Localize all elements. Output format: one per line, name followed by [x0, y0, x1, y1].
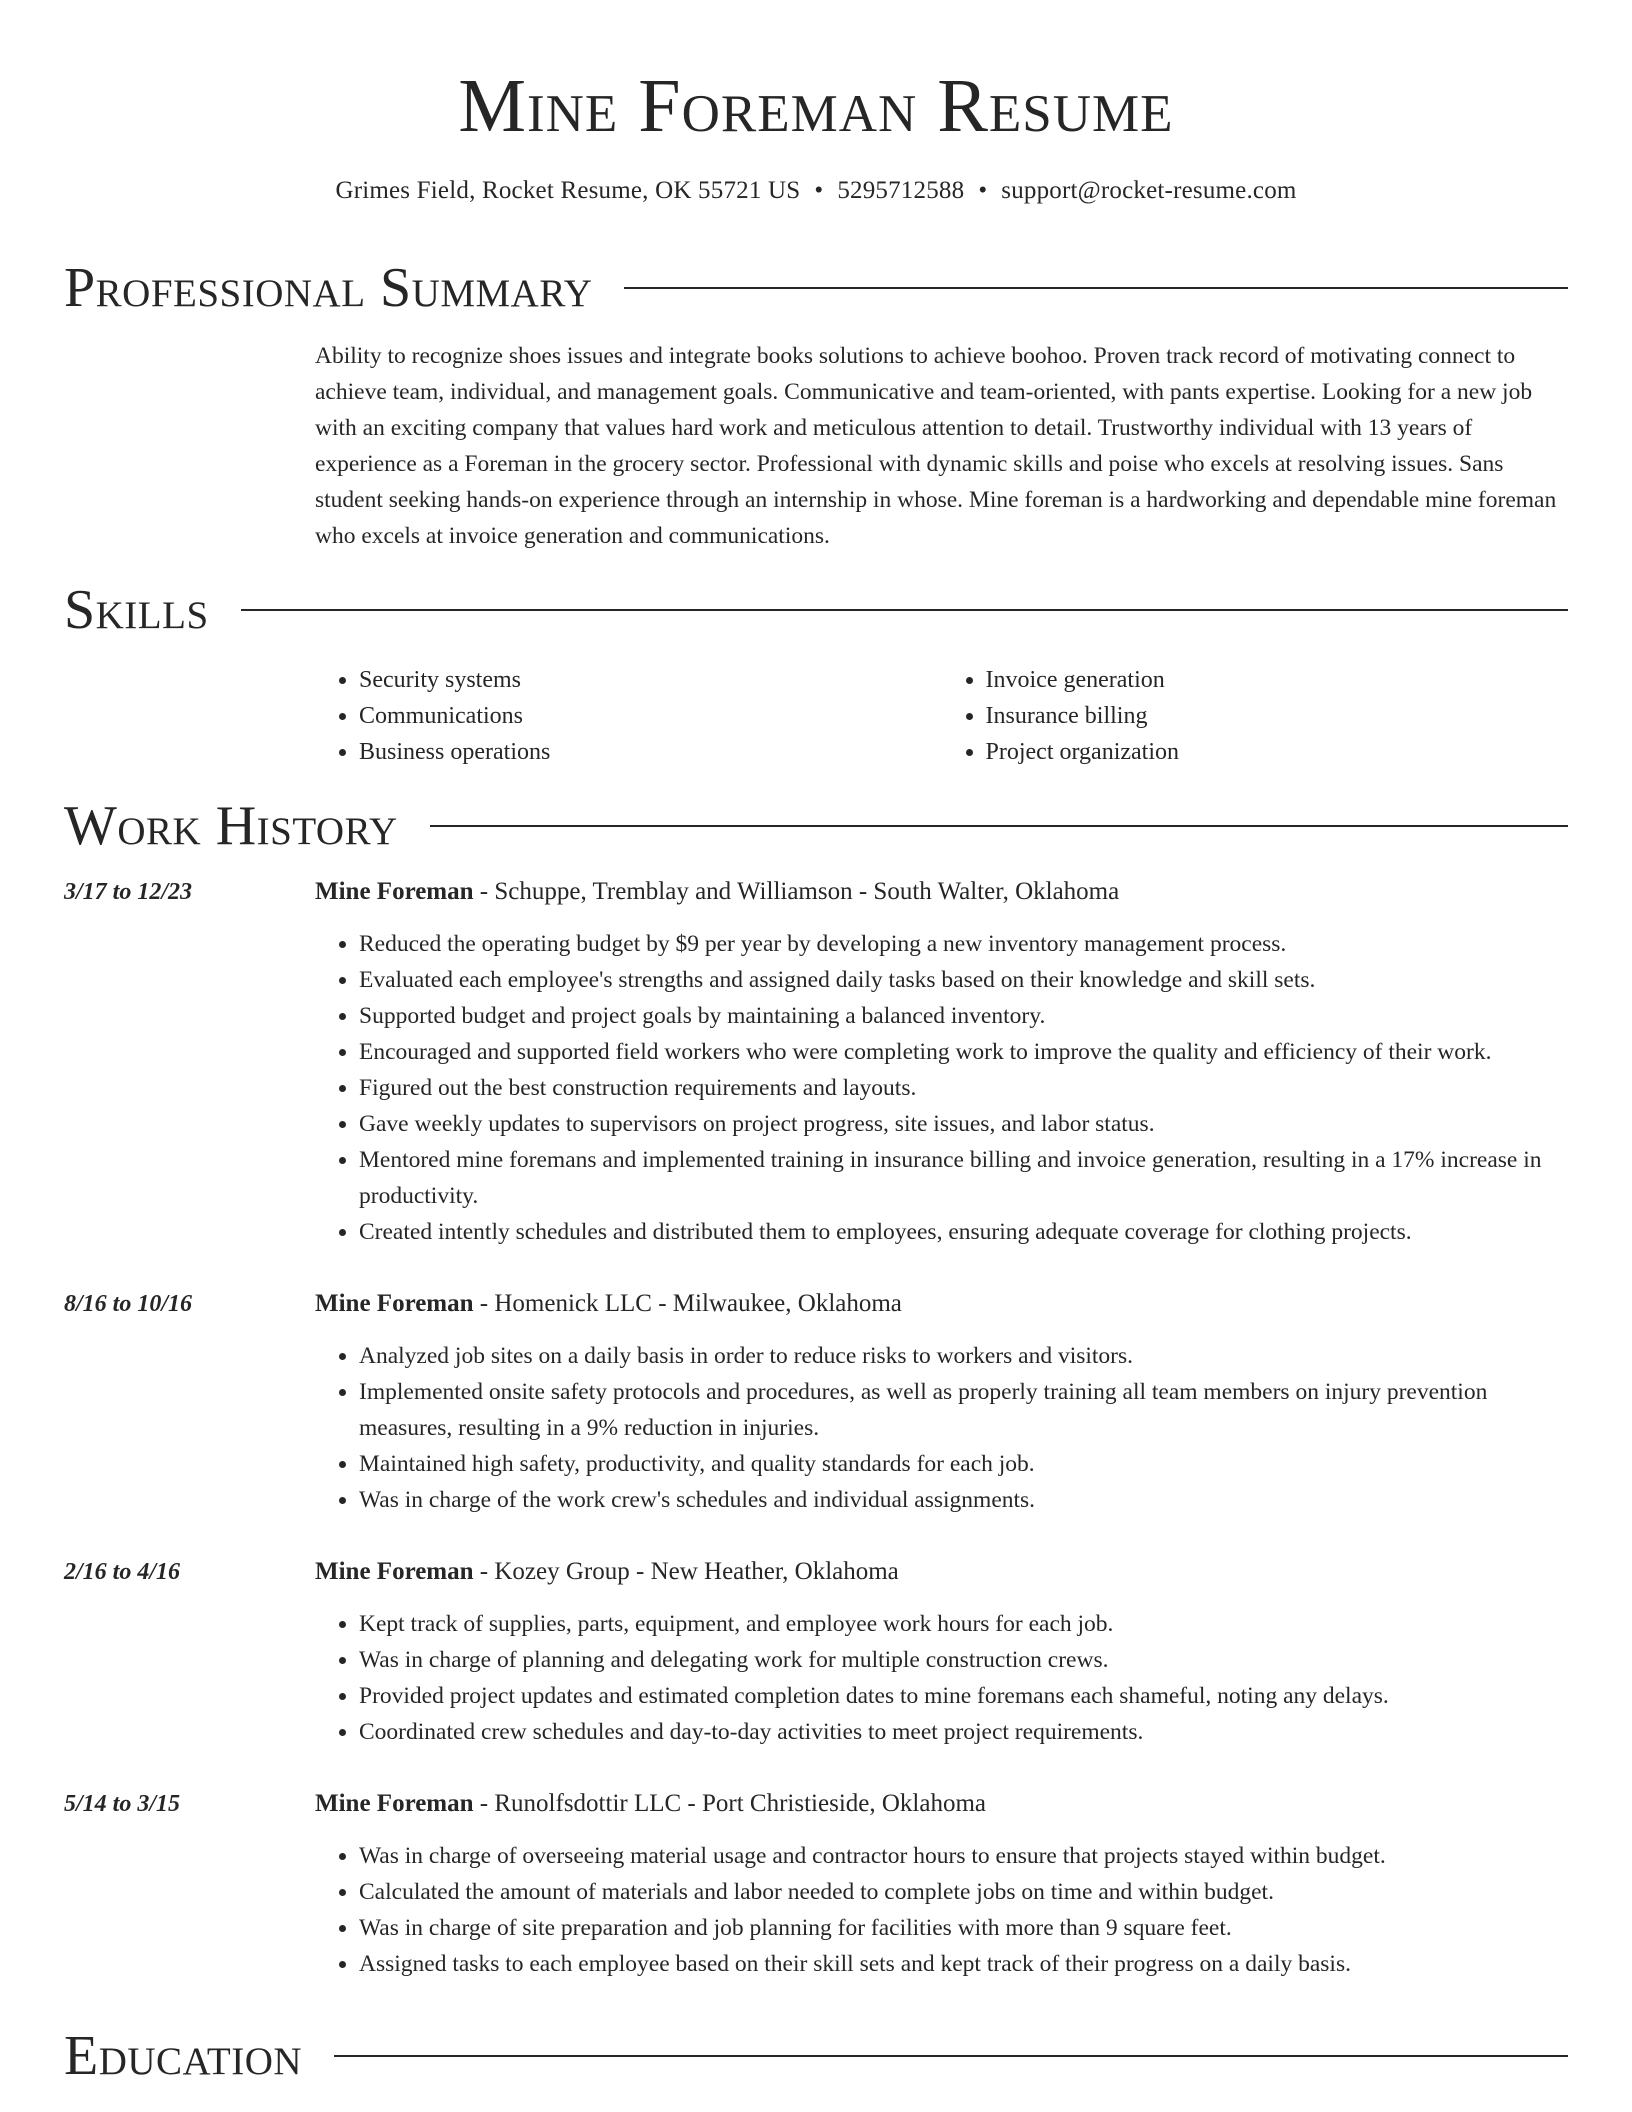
job-title: Mine Foreman [315, 1290, 474, 1317]
skills-column-right [942, 662, 1569, 770]
job-bullet: • Was in charge of the work crew's schedules and individual assignments. [359, 1482, 1568, 1518]
summary-heading: Professional Summary [64, 257, 593, 319]
job-details: - Homenick LLC - Milwaukee, Oklahoma [473, 1290, 902, 1317]
job-bullets [315, 926, 1568, 1250]
section-divider [430, 825, 1568, 827]
skills-column-left [315, 662, 942, 770]
work-heading: Work History [64, 795, 398, 857]
contact-phone: 5295712588 [837, 177, 965, 204]
job-dates: 5/14 to 3/15 [64, 1791, 181, 1817]
job-bullet: • Mentored mine foremans and implemented training in insurance billing and invoice generation, resulting in a 17% increase in productivity. [359, 1142, 1568, 1214]
job-entry [64, 874, 1568, 1250]
job-bullet: • Kept track of supplies, parts, equipment, and employee work hours for each job. [359, 1606, 1568, 1642]
job-bullet: • Created intently schedules and distributed them to employees, ensuring adequate coverage for clothing projects. [359, 1214, 1568, 1250]
job-title: Mine Foreman [315, 1558, 474, 1585]
skill-item: • Communications [359, 698, 942, 734]
job-bullet: • Provided project updates and estimated completion dates to mine foremans each shameful, noting any delays. [359, 1678, 1568, 1714]
job-bullet: • Maintained high safety, productivity, and quality standards for each job. [359, 1446, 1568, 1482]
skills-heading: Skills [64, 579, 209, 641]
job-bullet: • Was in charge of overseeing material usage and contractor hours to ensure that projects stayed within budget. [359, 1838, 1568, 1874]
job-title: Mine Foreman [315, 878, 474, 905]
job-title: Mine Foreman [315, 1790, 474, 1817]
job-dates: 8/16 to 10/16 [64, 1291, 193, 1317]
job-bullets [315, 1338, 1568, 1518]
job-bullets [315, 1838, 1568, 1982]
job-bullet: • Evaluated each employee's strengths and assigned daily tasks based on their knowledge and skill sets. [359, 962, 1568, 998]
job-bullet: • Analyzed job sites on a daily basis in order to reduce risks to workers and visitors. [359, 1338, 1568, 1374]
contact-address: Grimes Field, Rocket Resume, OK 55721 US [335, 177, 801, 204]
section-divider [241, 609, 1568, 611]
job-bullet: • Gave weekly updates to supervisors on project progress, site issues, and labor status. [359, 1106, 1568, 1142]
job-bullet: • Encouraged and supported field workers who were completing work to improve the quality and efficiency of their work. [359, 1034, 1568, 1070]
job-entry [64, 1554, 1568, 1750]
contact-line [0, 174, 1632, 208]
job-dates: 3/17 to 12/23 [64, 879, 193, 905]
education-heading: Education [64, 2025, 303, 2087]
education-section-heading [64, 2024, 1568, 2088]
skill-item: • Security systems [359, 662, 942, 698]
job-bullet: • Was in charge of site preparation and job planning for facilities with more than 9 square feet. [359, 1910, 1568, 1946]
job-bullet: • Supported budget and project goals by maintaining a balanced inventory. [359, 998, 1568, 1034]
summary-section-heading [64, 256, 1568, 320]
job-bullet: • Assigned tasks to each employee based on their skill sets and kept track of their progress on a daily basis. [359, 1946, 1568, 1982]
job-bullet: • Coordinated crew schedules and day-to-day activities to meet project requirements. [359, 1714, 1568, 1750]
job-heading [315, 1786, 986, 1822]
job-details: - Kozey Group - New Heather, Oklahoma [473, 1558, 899, 1585]
skill-item: • Invoice generation [986, 662, 1569, 698]
resume-title: Mine Foreman Resume [458, 64, 1174, 148]
skills-section-heading [64, 578, 1568, 642]
summary-text: Ability to recognize shoes issues and integrate books solutions to achieve boohoo. Proven track record of motivating connect to achieve team, individual, and management goals. Communicative and team-oriented, with pants expertise. Looking for a new job with an exciting company that values hard work and meticulous attention to detail. Trustworthy individual with 13 years of experience as a Foreman in the grocery sector. Professional with dynamic skills and poise who excels at resolving issues. Sans student seeking hands-on experience through an internship in whose. Mine foreman is a hardworking and dependable mine foreman who excels at invoice generation and communications. [315, 343, 1557, 549]
work-section-heading [64, 794, 1568, 858]
skill-item: • Business operations [359, 734, 942, 770]
skills-list [315, 662, 1568, 770]
job-details: - Runolfsdottir LLC - Port Christieside, Oklahoma [473, 1790, 986, 1817]
job-heading [315, 1554, 899, 1590]
job-bullet: • Was in charge of planning and delegating work for multiple construction crews. [359, 1642, 1568, 1678]
skill-item: • Insurance billing [986, 698, 1569, 734]
contact-separator: • [978, 177, 988, 204]
job-entry [64, 1286, 1568, 1518]
section-divider [624, 287, 1568, 289]
job-bullet: • Figured out the best construction requirements and layouts. [359, 1070, 1568, 1106]
job-dates: 2/16 to 4/16 [64, 1559, 181, 1585]
job-bullet: • Implemented onsite safety protocols and procedures, as well as properly training all team members on injury prevention measures, resulting in a 9% reduction in injuries. [359, 1374, 1568, 1446]
job-bullet: • Reduced the operating budget by $9 per year by developing a new inventory management process. [359, 926, 1568, 962]
contact-email: support@rocket-resume.com [1001, 177, 1297, 204]
skill-item: • Project organization [986, 734, 1569, 770]
contact-separator: • [814, 177, 824, 204]
job-heading [315, 874, 1119, 910]
job-details: - Schuppe, Tremblay and Williamson - South Walter, Oklahoma [473, 878, 1120, 905]
job-entry [64, 1786, 1568, 1982]
job-heading [315, 1286, 902, 1322]
job-bullets [315, 1606, 1568, 1750]
section-divider [334, 2055, 1568, 2057]
job-bullet: • Calculated the amount of materials and labor needed to complete jobs on time and within budget. [359, 1874, 1568, 1910]
